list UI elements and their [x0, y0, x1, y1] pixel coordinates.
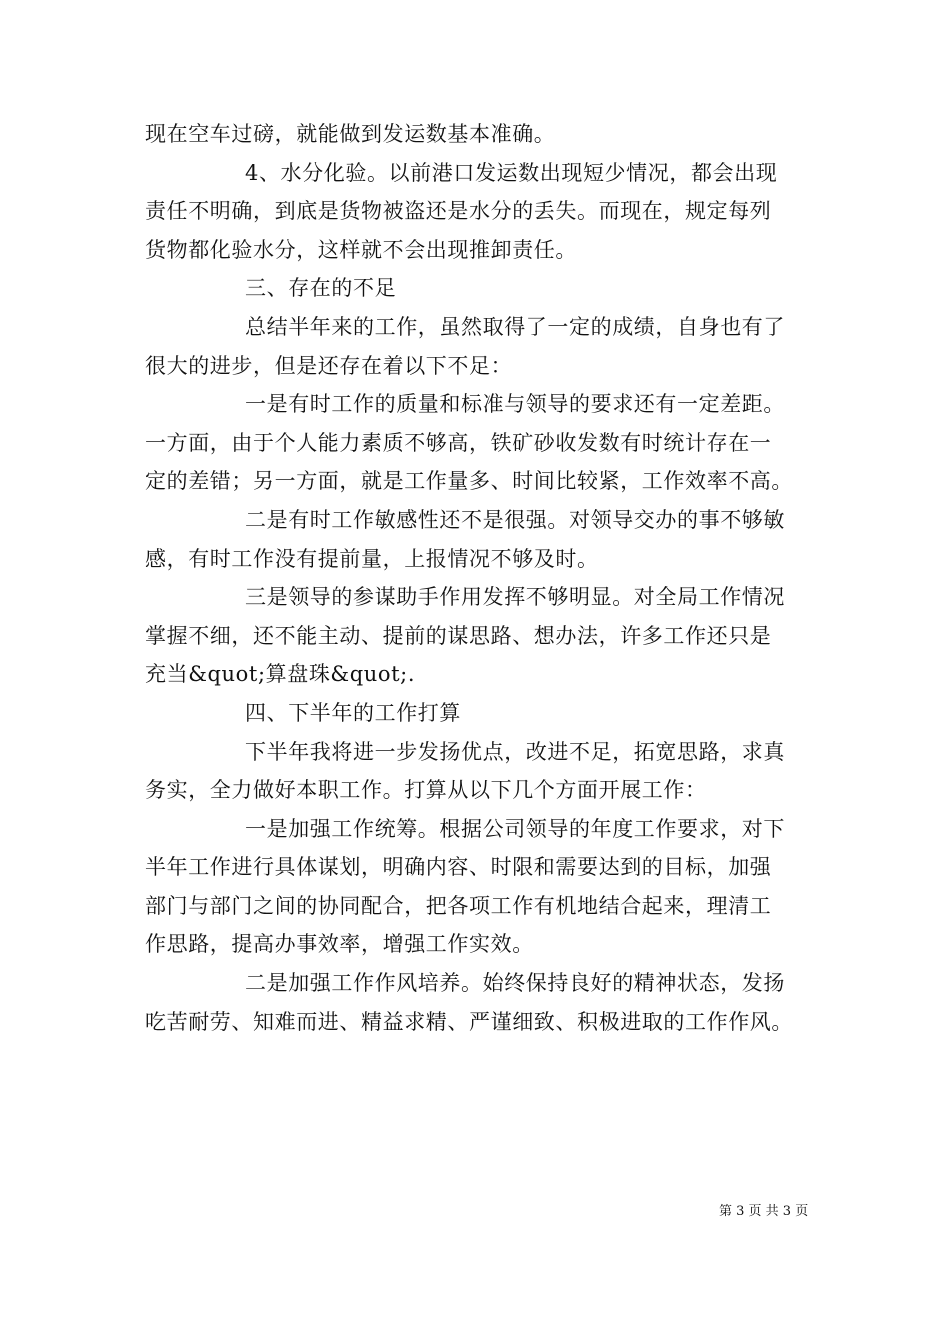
text-line: 一是有时工作的质量和标准与领导的要求还有一定差距。 — [245, 392, 785, 417]
text-line: 部门与部门之间的协同配合，把各项工作有机地结合起来，理清工 — [145, 893, 772, 918]
text-line: 定的差错；另一方面，就是工作量多、时间比较紧，工作效率不高。 — [145, 469, 793, 494]
text-line: 一方面，由于个人能力素质不够高，铁矿砂收发数有时统计存在一 — [145, 430, 772, 455]
text-line: 4、水分化验。以前港口发运数出现短少情况，都会出现 — [245, 160, 778, 185]
text-line: 感，有时工作没有提前量，上报情况不够及时。 — [145, 546, 599, 571]
document-body — [145, 115, 810, 1041]
text-line: 二是有时工作敏感性还不是很强。对领导交办的事不够敏 — [245, 507, 785, 532]
text-line: 充当&quot;算盘珠&quot;. — [145, 662, 416, 687]
text-line: 二是加强工作作风培养。始终保持良好的精神状态，发扬 — [245, 971, 785, 996]
text-line: 责任不明确，到底是货物被盗还是水分的丢失。而现在，规定每列 — [145, 199, 772, 224]
text-line: 掌握不细，还不能主动、提前的谋思路、想办法，许多工作还只是 — [145, 623, 772, 648]
text-line: 吃苦耐劳、知难而进、精益求精、严谨细致、积极进取的工作作风。 — [145, 1009, 793, 1034]
text-line: 务实，全力做好本职工作。打算从以下几个方面开展工作： — [145, 778, 707, 803]
text-line: 半年工作进行具体谋划，明确内容、时限和需要达到的目标，加强 — [145, 855, 772, 880]
text-line: 三是领导的参谋助手作用发挥不够明显。对全局工作情况 — [245, 585, 785, 610]
text-line: 下半年我将进一步发扬优点，改进不足，拓宽思路，求真 — [245, 739, 785, 764]
page-number-footer: 第 3 页 共 3 页 — [719, 1204, 809, 1219]
text-line: 现在空车过磅，就能做到发运数基本准确。 — [145, 122, 556, 146]
text-line: 三、存在的不足 — [245, 276, 397, 301]
text-line: 作思路，提高办事效率，增强工作实效。 — [145, 932, 534, 957]
text-line: 很大的进步，但是还存在着以下不足： — [145, 353, 513, 378]
text-line: 一是加强工作统筹。根据公司领导的年度工作要求，对下 — [245, 816, 785, 841]
text-line: 四、下半年的工作打算 — [245, 700, 461, 725]
text-line: 货物都化验水分，这样就不会出现推卸责任。 — [145, 237, 577, 262]
text-line: 总结半年来的工作，虽然取得了一定的成绩，自身也有了 — [245, 314, 785, 339]
